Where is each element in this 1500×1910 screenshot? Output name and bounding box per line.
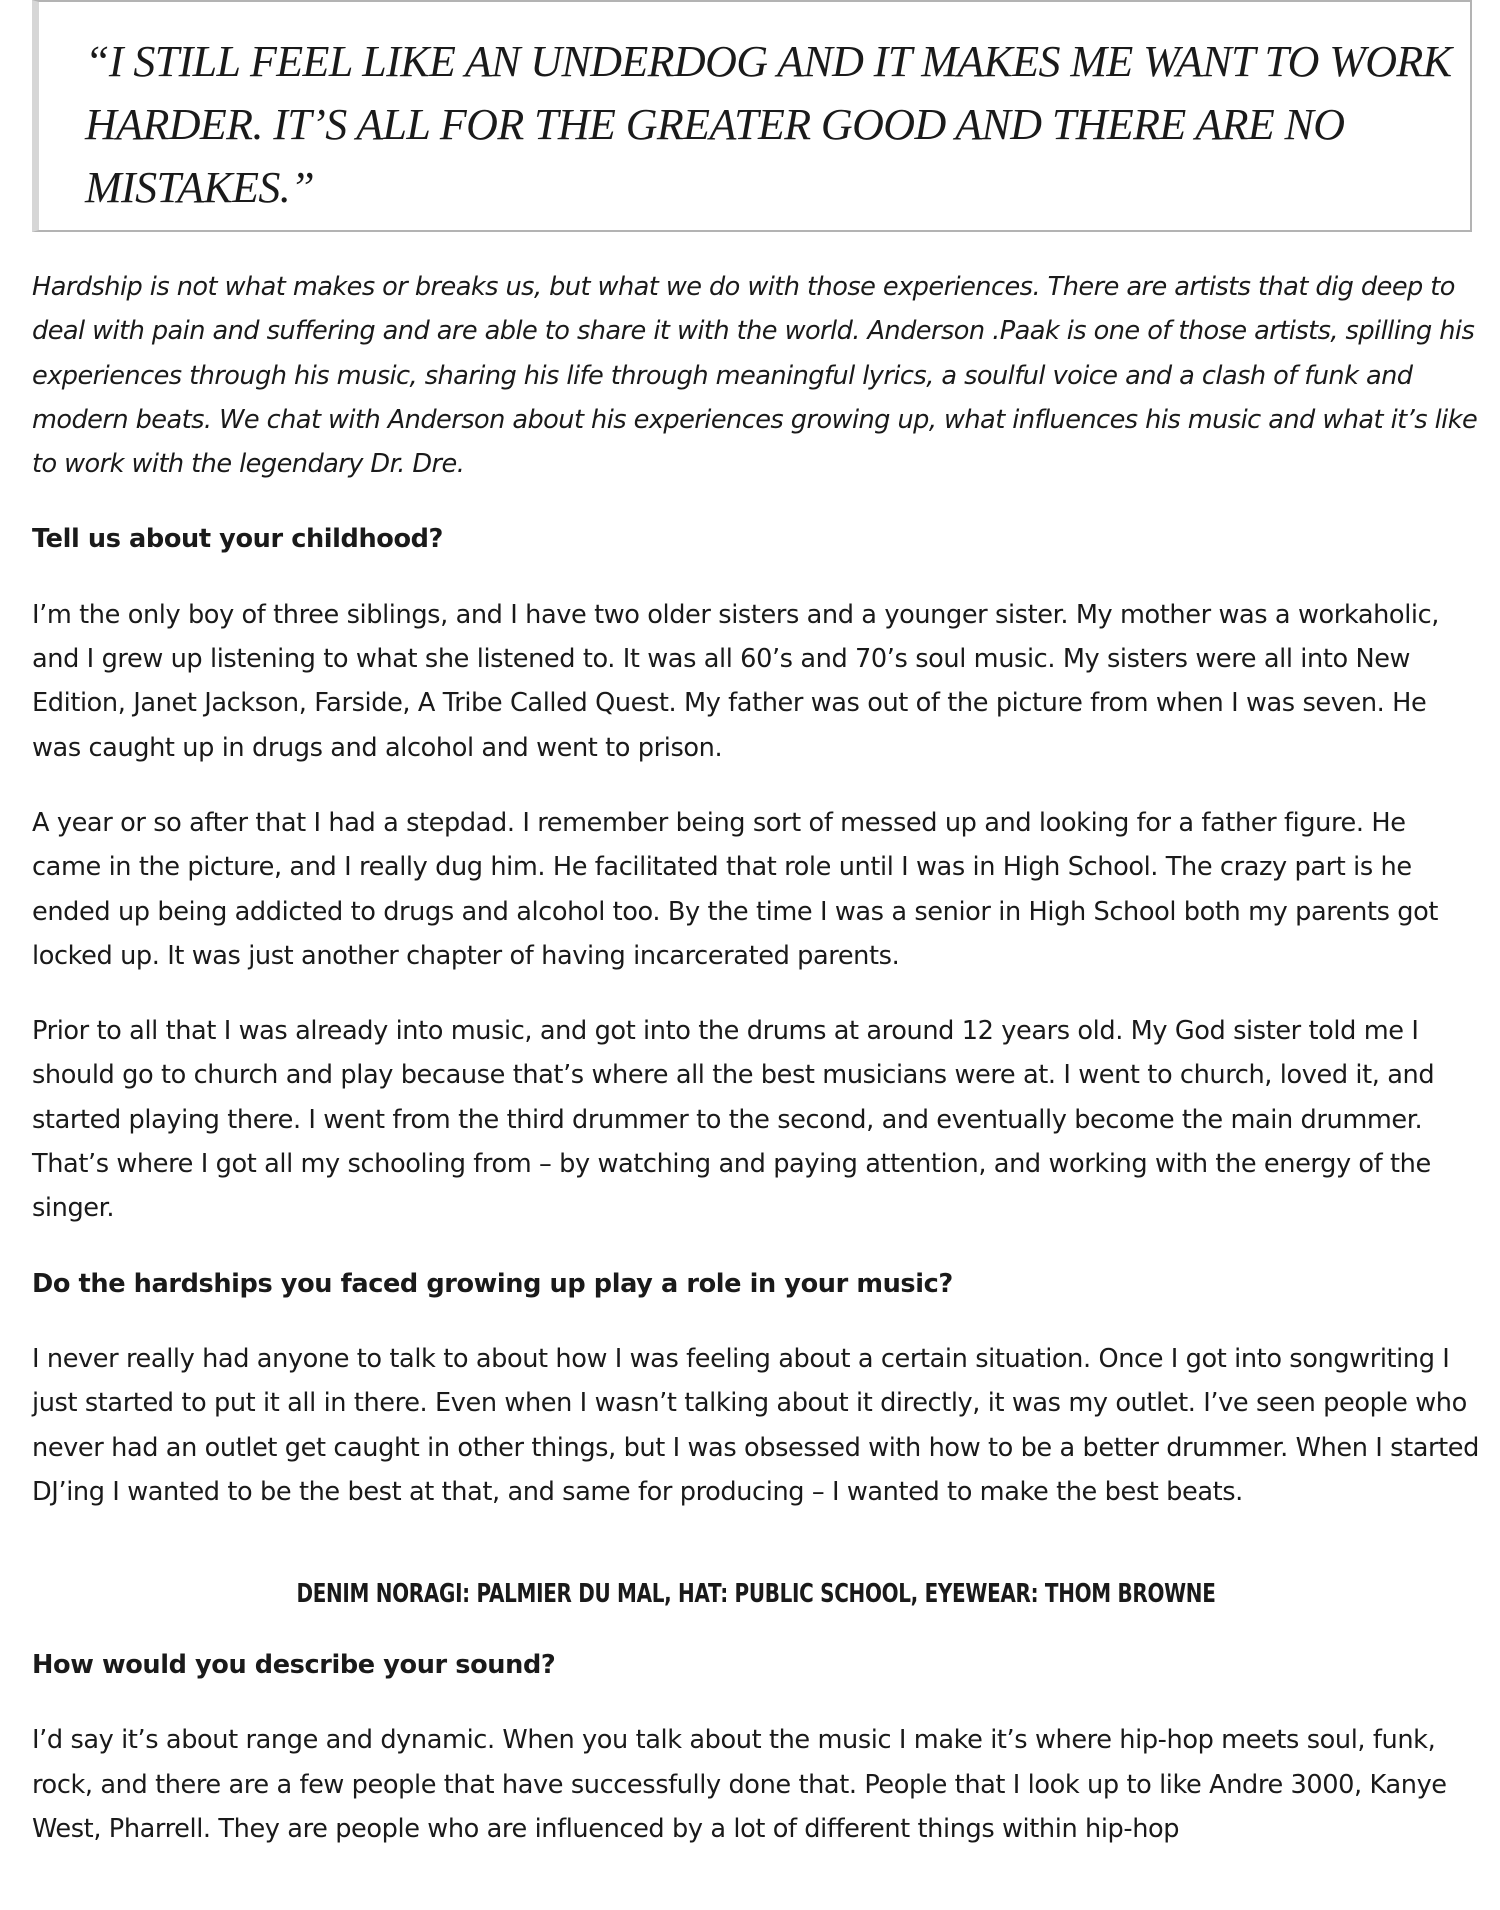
interview-answer: Prior to all that I was already into music, and got into the drums at around 12 years old. My God sister told me I should go to church and play because that’s where all the best musicians were at. I went to church, loved it, and started playing there. I went from the third drummer to the second, and eventually become the main drummer. That’s where I got all my schooling from – by watching and paying attention, and working with the energy of the singer.	[32, 1016, 1435, 1224]
article-intro: Hardship is not what makes or breaks us, but what we do with those experiences. There are artists that dig deep to deal with pain and suffering and are able to share it with the world. Anderson .Paak is one of those artists, spilling his experiences through his music, sharing his life through meaningful lyrics, a soulful voice and a clash of funk and modern beats. We chat with Anderson about his experiences growing up, what influences his music and what it’s like to work with the legendary Dr. Dre.	[32, 272, 1478, 480]
interview-answer: A year or so after that I had a stepdad. I remember being sort of messed up and looking for a father figure. He came in the picture, and I really dug him. He facilitated that role until I was in High School. The crazy part is he ended up being addicted to drugs and alcohol too. By the time I was a senior in High School both my parents got locked up. It was just another chapter of having incarcerated parents.	[32, 807, 1439, 971]
interview-answer: I’d say it’s about range and dynamic. When you talk about the music I make it’s where hip-hop meets soul, funk, rock, and there are a few people that have successfully done that. People that I look up to like Andre 3000, Kanye West, Pharrell. They are people who are influenced by a lot of different things within hip-hop	[32, 1725, 1447, 1845]
pull-quote	[32, 0, 1472, 232]
interview-answer: I’m the only boy of three siblings, and I have two older sisters and a younger sister. My mother was a workaholic, and I grew up listening to what she listened to. It was all 60’s and 70’s soul music. My sisters were all into New Edition, Janet Jackson, Farside, A Tribe Called Quest. My father was out of the picture from when I was seven. He was caught up in drugs and alcohol and went to prison.	[32, 599, 1440, 763]
interview-question: Tell us about your childhood?	[32, 524, 444, 555]
interview-answer: I never really had anyone to talk to about how I was feeling about a certain situation. Once I got into songwriting I just started to put it all in there. Even when I wasn’t talking about it directly, it was my outlet. I’ve seen people who never had an outlet get caught in other things, but I was obsessed with how to be a better drummer. When I started DJ’ing I wanted to be the best at that, and same for producing – I wanted to make the best beats.	[32, 1343, 1479, 1507]
article-body	[32, 265, 1480, 1882]
interview-question: How would you describe your sound?	[32, 1650, 556, 1681]
pull-quote-text: “I STILL FEEL LIKE AN UNDERDOG AND IT MAKES ME WANT TO WORK HARDER. IT’S ALL FOR THE GREATER GOOD AND THERE ARE NO MISTAKES.”	[85, 37, 1452, 212]
interview-question: Do the hardships you faced growing up play a role in your music?	[32, 1268, 953, 1299]
photo-credit-caption: DENIM NORAGI: PALMIER DU MAL, HAT: PUBLIC SCHOOL, EYEWEAR: THOM BROWNE	[296, 1579, 1216, 1610]
